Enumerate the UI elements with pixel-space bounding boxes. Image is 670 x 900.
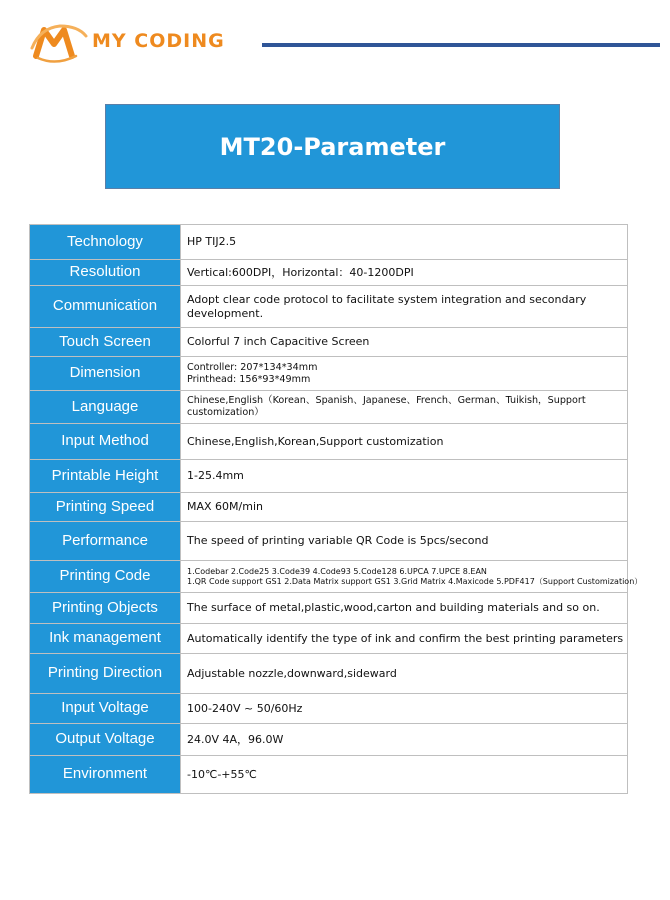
row-label: Input Method <box>30 424 181 460</box>
row-value: Chinese,English（Korean、Spanish、Japanese、French、German、Tuikish，Support customization） <box>181 391 628 424</box>
table-row <box>30 724 628 756</box>
row-value: 1-25.4mm <box>181 460 628 493</box>
row-label: Technology <box>30 225 181 260</box>
table-row <box>30 424 628 460</box>
table-row <box>30 493 628 522</box>
row-label: Printing Speed <box>30 493 181 522</box>
brand-logo <box>30 22 240 66</box>
row-label: Input Voltage <box>30 694 181 724</box>
row-value: Chinese,English,Korean,Support customization <box>181 424 628 460</box>
page-title-banner <box>105 104 560 189</box>
table-row <box>30 624 628 654</box>
header-divider <box>262 43 660 47</box>
table-row <box>30 694 628 724</box>
row-value: Adopt clear code protocol to facilitate system integration and secondary development. <box>181 286 628 328</box>
table-row <box>30 328 628 357</box>
2d-code-list: 1.QR Code support GS1 2.Data Matrix support GS1 3.Grid Matrix 4.Maxicode 5.PDF417（Support Customization） <box>187 576 643 586</box>
table-row <box>30 593 628 624</box>
table-row <box>30 357 628 391</box>
dimension-printhead: Printhead: 156*93*49mm <box>187 373 311 385</box>
row-label: Printable Height <box>30 460 181 493</box>
row-value: 100-240V ~ 50/60Hz <box>181 694 628 724</box>
row-value: 24.0V 4A，96.0W <box>181 724 628 756</box>
table-row <box>30 522 628 561</box>
table-row <box>30 756 628 794</box>
table-row <box>30 460 628 493</box>
row-label: Printing Objects <box>30 593 181 624</box>
row-value: Adjustable nozzle,downward,sideward <box>181 654 628 694</box>
page-title: MT20-Parameter <box>219 132 446 161</box>
dimension-controller: Controller: 207*134*34mm <box>187 361 318 373</box>
row-value: The surface of metal,plastic,wood,carton and building materials and so on. <box>181 593 628 624</box>
row-value <box>181 357 628 391</box>
barcode-list: 1.Codebar 2.Code25 3.Code39 4.Code93 5.Code128 6.UPCA 7.UPCE 8.EAN <box>187 566 487 576</box>
row-value: MAX 60M/min <box>181 493 628 522</box>
brand-name: MY CODING <box>92 30 225 52</box>
row-label: Communication <box>30 286 181 328</box>
row-value <box>181 561 643 593</box>
table-row <box>30 391 628 424</box>
row-value: Vertical:600DPI，Horizontal：40-1200DPI <box>181 260 628 286</box>
row-label: Printing Code <box>30 561 181 593</box>
row-value: Automatically identify the type of ink and confirm the best printing parameters <box>181 624 628 654</box>
row-value: Colorful 7 inch Capacitive Screen <box>181 328 628 357</box>
row-value: The speed of printing variable QR Code is 5pcs/second <box>181 522 628 561</box>
row-value: HP TIJ2.5 <box>181 225 628 260</box>
row-label: Language <box>30 391 181 424</box>
row-value: -10℃-+55℃ <box>181 756 628 794</box>
row-label: Dimension <box>30 357 181 391</box>
table-row <box>30 260 628 286</box>
row-label: Touch Screen <box>30 328 181 357</box>
table-row <box>30 286 628 328</box>
table-row <box>30 561 628 593</box>
row-label: Printing Direction <box>30 654 181 694</box>
row-label: Performance <box>30 522 181 561</box>
table-row <box>30 654 628 694</box>
m-logo-icon <box>30 22 92 66</box>
row-label: Resolution <box>30 260 181 286</box>
row-label: Ink management <box>30 624 181 654</box>
row-label: Output Voltage <box>30 724 181 756</box>
row-label: Environment <box>30 756 181 794</box>
table-row <box>30 225 628 260</box>
parameter-table <box>29 224 643 794</box>
